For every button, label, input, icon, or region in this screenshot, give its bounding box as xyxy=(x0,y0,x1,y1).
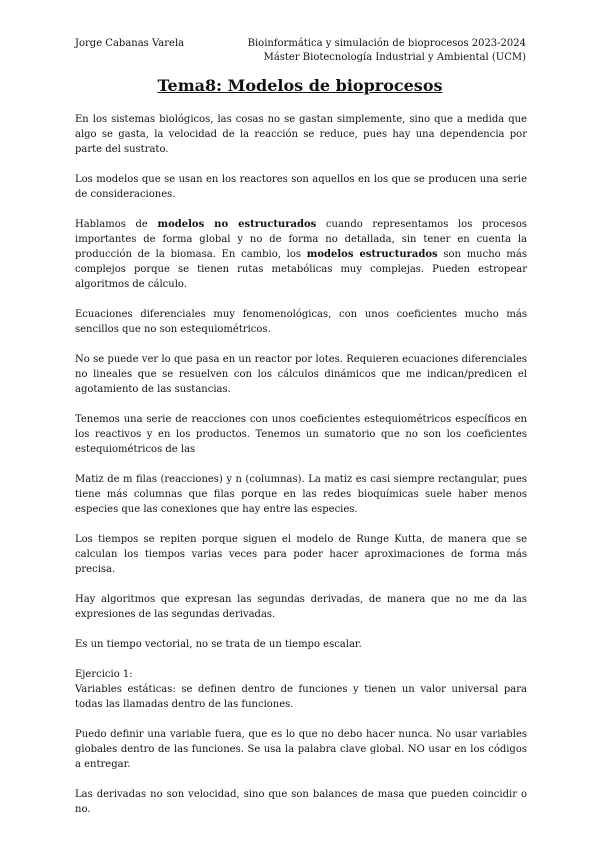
header-course-info xyxy=(248,37,526,65)
header-author: Jorge Cabanas Varela xyxy=(75,38,185,49)
paragraph-1: En los sistemas biológicos, las cosas no se gastan simplemente, sino que a medida que algo se gasta, la velocidad de la reacción se reduce, pues hay una dependencia por parte del sustrato. xyxy=(75,114,527,155)
paragraph-3-text-a: Hablamos de xyxy=(75,219,158,230)
paragraph-3 xyxy=(75,217,527,292)
header-program: Máster Biotecnología Industrial y Ambiental (UCM) xyxy=(263,52,526,63)
paragraph-3-text-e: son mucho más complejos porque se tienen rutas metabólicas muy complejas. Pueden estropear algoritmos de cálculo. xyxy=(75,249,527,290)
paragraph-10: Es un tiempo vectorial, no se trata de un tiempo escalar. xyxy=(75,639,362,650)
paragraph-13: Las derivadas no son velocidad, sino que son balances de masa que pueden coincidir o no. xyxy=(75,789,527,815)
paragraph-8: Los tiempos se repiten porque siguen el modelo de Runge Kutta, de manera que se calculan los tiempos varias veces para poder hacer aproximaciones de forma más precisa. xyxy=(75,534,527,575)
paragraph-5: No se puede ver lo que pasa en un reactor por lotes. Requieren ecuaciones diferenciales no lineales que se resuelven con los cálculos dinámicos que me indican/predicen el agotamiento de las sustancias. xyxy=(75,354,527,395)
paragraph-3-bold-structured: modelos estructurados xyxy=(306,249,438,260)
paragraph-3-text-c: cuando representamos los procesos importantes de forma global y no de forma no detallada, sin tener en cuenta la producción de la biomasa. En cambio, los xyxy=(75,219,527,260)
paragraph-3-bold-unstructured: modelos no estructurados xyxy=(157,219,317,230)
paragraph-7: Matiz de m filas (reacciones) y n (columnas). La matiz es casi siempre rectangular, pues tiene más columnas que filas porque en las redes bioquímicas suele haber menos especies que las conexiones que hay entre las especies. xyxy=(75,474,527,515)
header-course: Bioinformática y simulación de bioprocesos 2023-2024 xyxy=(247,38,526,49)
paragraph-6: Tenemos una serie de reacciones con unos coeficientes estequiométricos específicos en los reactivos y en los productos. Tenemos un sumatorio que no son los coeficientes estequiométricos de las xyxy=(75,414,527,455)
document-body xyxy=(75,112,527,817)
exercise-1-body: Variables estáticas: se definen dentro de funciones y tienen un valor universal para todas las llamadas dentro de las funciones. xyxy=(75,684,527,710)
paragraph-12: Puedo definir una variable fuera, que es lo que no debo hacer nunca. No usar variables globales dentro de las funciones. Se usa la palabra clave global. NO usar en los códigos a entregar. xyxy=(75,729,527,770)
page-title: Tema8: Modelos de bioprocesos xyxy=(157,76,443,95)
paragraph-2: Los modelos que se usan en los reactores son aquellos en los que se producen una serie de consideraciones. xyxy=(75,174,527,200)
exercise-1-title: Ejercicio 1: xyxy=(75,669,133,680)
paragraph-9: Hay algoritmos que expresan las segundas derivadas, de manera que no me da las expresiones de las segundas derivadas. xyxy=(75,594,527,620)
paragraph-4: Ecuaciones diferenciales muy fenomenológicas, con unos coeficientes mucho más sencillos que no son estequiométricos. xyxy=(75,309,527,335)
